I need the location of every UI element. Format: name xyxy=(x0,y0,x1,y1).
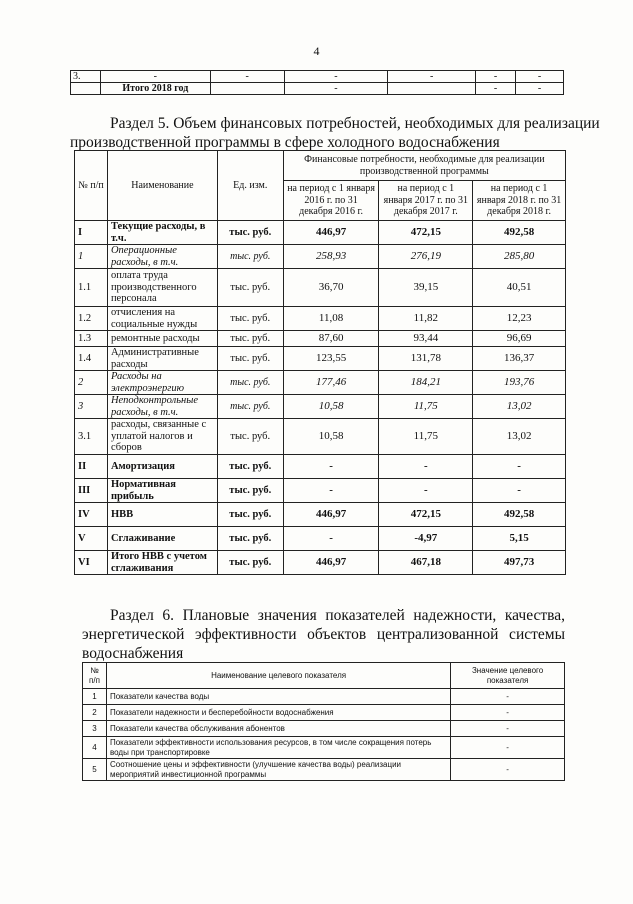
cell-name: отчисления на социальные нужды xyxy=(107,307,217,331)
table-header-row xyxy=(75,151,566,181)
cell-name: ремонтные расходы xyxy=(107,331,217,347)
cell-value-2016: 10,58 xyxy=(283,395,379,419)
total-label: Итого 2018 год xyxy=(100,83,210,95)
cell-name: Показатели качества воды xyxy=(106,689,450,705)
cell-name: Неподконтрольные расходы, в т.ч. xyxy=(107,395,217,419)
section6-heading-line1: Раздел 6. Плановые значения показателей надежности, качества, xyxy=(110,607,565,624)
cell-num: 3 xyxy=(75,395,108,419)
cell-value-2017: -4,97 xyxy=(379,527,473,551)
cell-value-2018: 96,69 xyxy=(473,331,566,347)
cell-value-2016: 177,46 xyxy=(283,371,379,395)
table-row xyxy=(83,737,565,759)
cell-value: - xyxy=(451,689,565,705)
table-row xyxy=(83,759,565,781)
cell-value-2017: 11,75 xyxy=(379,395,473,419)
cell-name: Сглаживание xyxy=(107,527,217,551)
cell-value-2017: 11,75 xyxy=(379,419,473,455)
table-row xyxy=(75,307,566,331)
cell-value-2018: 5,15 xyxy=(473,527,566,551)
cell-value-2017: 276,19 xyxy=(379,245,473,269)
cell-value-2017: 131,78 xyxy=(379,347,473,371)
cell-value-2016: 446,97 xyxy=(283,503,379,527)
cell-num: 3. xyxy=(71,71,101,83)
cell-num: 2 xyxy=(83,705,107,721)
table-row xyxy=(75,269,566,307)
cell-unit: тыс. руб. xyxy=(217,419,283,455)
cell-num: 4 xyxy=(83,737,107,759)
cell-name: Соотношение цены и эффективности (улучшение качества воды) реализации мероприятий инвестиционной программы xyxy=(106,759,450,781)
cell-unit: тыс. руб. xyxy=(217,347,283,371)
table-row xyxy=(75,221,566,245)
cell-unit: тыс. руб. xyxy=(217,221,283,245)
cell-value-2017: 472,15 xyxy=(379,503,473,527)
cell-num: 3 xyxy=(83,721,107,737)
cell-value-2017: 39,15 xyxy=(379,269,473,307)
cell-value: - xyxy=(451,721,565,737)
cell-unit: тыс. руб. xyxy=(217,455,283,479)
cell-unit: тыс. руб. xyxy=(217,371,283,395)
table-row xyxy=(75,419,566,455)
table-row xyxy=(75,395,566,419)
table-row xyxy=(71,83,564,95)
table-row xyxy=(75,245,566,269)
cell-name: Амортизация xyxy=(107,455,217,479)
cell-num: 1 xyxy=(75,245,108,269)
cell: - xyxy=(284,83,388,95)
cell-unit: тыс. руб. xyxy=(217,307,283,331)
cell-num: 3.1 xyxy=(75,419,108,455)
table-row xyxy=(83,689,565,705)
cell xyxy=(71,83,101,95)
cell-num: IV xyxy=(75,503,108,527)
cell-name: Операционные расходы, в т.ч. xyxy=(107,245,217,269)
cell-value-2018: 40,51 xyxy=(473,269,566,307)
cell xyxy=(388,83,476,95)
header-num: № п/п xyxy=(83,663,107,689)
header-num: № п/п xyxy=(75,151,108,221)
table-row xyxy=(75,455,566,479)
cell: - xyxy=(210,71,284,83)
table-row xyxy=(83,721,565,737)
cell-value-2018: - xyxy=(473,455,566,479)
cell: - xyxy=(388,71,476,83)
cell: - xyxy=(516,83,564,95)
cell-name: Итого НВВ с учетом сглаживания xyxy=(107,551,217,575)
cell-value-2016: 446,97 xyxy=(283,551,379,575)
table-row xyxy=(75,479,566,503)
cell-name: НВВ xyxy=(107,503,217,527)
section5-heading-line2: производственной программы в сфере холодного водоснабжения xyxy=(70,134,500,151)
cell-value-2018: 12,23 xyxy=(473,307,566,331)
cell-value-2016: 36,70 xyxy=(283,269,379,307)
cell-num: 1.2 xyxy=(75,307,108,331)
header-name: Наименование xyxy=(107,151,217,221)
cell-value-2016: - xyxy=(283,527,379,551)
top-fragment-table xyxy=(70,70,564,95)
financial-needs-table xyxy=(74,150,566,575)
cell-value-2017: 467,18 xyxy=(379,551,473,575)
header-period-2016: на период с 1 января 2016 г. по 31 декабря 2016 г. xyxy=(283,181,379,221)
header-name: Наименование целевого показателя xyxy=(106,663,450,689)
cell-value-2017: - xyxy=(379,455,473,479)
cell-value: - xyxy=(451,759,565,781)
cell-unit: тыс. руб. xyxy=(217,479,283,503)
cell-name: Нормативная прибыль xyxy=(107,479,217,503)
table-row xyxy=(75,551,566,575)
cell xyxy=(210,83,284,95)
cell-num: V xyxy=(75,527,108,551)
cell-unit: тыс. руб. xyxy=(217,269,283,307)
section6-heading-line3: водоснабжения xyxy=(82,645,184,662)
cell-value-2018: - xyxy=(473,479,566,503)
header-period-2018: на период с 1 января 2018 г. по 31 декабря 2018 г. xyxy=(473,181,566,221)
cell-value-2018: 497,73 xyxy=(473,551,566,575)
cell: - xyxy=(284,71,388,83)
cell-value-2016: 446,97 xyxy=(283,221,379,245)
cell-value-2018: 136,37 xyxy=(473,347,566,371)
cell-num: 2 xyxy=(75,371,108,395)
cell-unit: тыс. руб. xyxy=(217,527,283,551)
cell-value-2016: - xyxy=(283,455,379,479)
cell-num: 1.4 xyxy=(75,347,108,371)
cell-value-2016: 10,58 xyxy=(283,419,379,455)
table-header-row xyxy=(83,663,565,689)
cell-num: 5 xyxy=(83,759,107,781)
cell-value-2017: 93,44 xyxy=(379,331,473,347)
cell-unit: тыс. руб. xyxy=(217,331,283,347)
page-number: 4 xyxy=(313,44,320,58)
cell-name: Показатели эффективности использования ресурсов, в том числе сокращения потерь воды при транспортировке xyxy=(106,737,450,759)
cell-value-2017: 184,21 xyxy=(379,371,473,395)
cell-name: Показатели надежности и бесперебойности водоснабжения xyxy=(106,705,450,721)
cell-value-2016: 258,93 xyxy=(283,245,379,269)
cell: - xyxy=(476,71,516,83)
cell-num: VI xyxy=(75,551,108,575)
cell-num: I xyxy=(75,221,108,245)
cell-name: Текущие расходы, в т.ч. xyxy=(107,221,217,245)
cell-value-2018: 193,76 xyxy=(473,371,566,395)
cell-num: II xyxy=(75,455,108,479)
cell-value-2017: 11,82 xyxy=(379,307,473,331)
cell-value-2018: 492,58 xyxy=(473,221,566,245)
target-indicators-table xyxy=(82,662,565,781)
cell-value-2017: - xyxy=(379,479,473,503)
cell-value-2018: 13,02 xyxy=(473,395,566,419)
cell-name: Административные расходы xyxy=(107,347,217,371)
cell-value-2016: 87,60 xyxy=(283,331,379,347)
cell-num: III xyxy=(75,479,108,503)
cell-value: - xyxy=(451,737,565,759)
header-unit: Ед. изм. xyxy=(217,151,283,221)
cell: - xyxy=(476,83,516,95)
table-row xyxy=(71,71,564,83)
header-group: Финансовые потребности, необходимые для реализации производственной программы xyxy=(283,151,565,181)
cell-num: 1.1 xyxy=(75,269,108,307)
cell-unit: тыс. руб. xyxy=(217,395,283,419)
cell-unit: тыс. руб. xyxy=(217,503,283,527)
cell-name: Показатели качества обслуживания абонентов xyxy=(106,721,450,737)
cell-value-2018: 285,80 xyxy=(473,245,566,269)
cell-name: расходы, связанные с уплатой налогов и сборов xyxy=(107,419,217,455)
header-value: Значение целевого показателя xyxy=(451,663,565,689)
table-row xyxy=(75,331,566,347)
cell-value-2016: - xyxy=(283,479,379,503)
cell-value: - xyxy=(451,705,565,721)
cell-num: 1 xyxy=(83,689,107,705)
cell-unit: тыс. руб. xyxy=(217,551,283,575)
cell-num: 1.3 xyxy=(75,331,108,347)
table-row xyxy=(75,371,566,395)
cell-value-2016: 123,55 xyxy=(283,347,379,371)
section6-heading-line2: энергетической эффективности объектов централизованной системы xyxy=(82,626,565,643)
section5-heading-line1: Раздел 5. Объем финансовых потребностей, необходимых для реализации xyxy=(110,115,600,132)
cell-value-2018: 13,02 xyxy=(473,419,566,455)
table-row xyxy=(75,503,566,527)
table-row xyxy=(75,347,566,371)
cell: - xyxy=(100,71,210,83)
cell-unit: тыс. руб. xyxy=(217,245,283,269)
cell-name: оплата труда производственного персонала xyxy=(107,269,217,307)
header-period-2017: на период с 1 января 2017 г. по 31 декабря 2017 г. xyxy=(379,181,473,221)
table-row xyxy=(83,705,565,721)
cell: - xyxy=(516,71,564,83)
cell-value-2016: 11,08 xyxy=(283,307,379,331)
cell-value-2017: 472,15 xyxy=(379,221,473,245)
cell-name: Расходы на электроэнергию xyxy=(107,371,217,395)
table-row xyxy=(75,527,566,551)
cell-value-2018: 492,58 xyxy=(473,503,566,527)
